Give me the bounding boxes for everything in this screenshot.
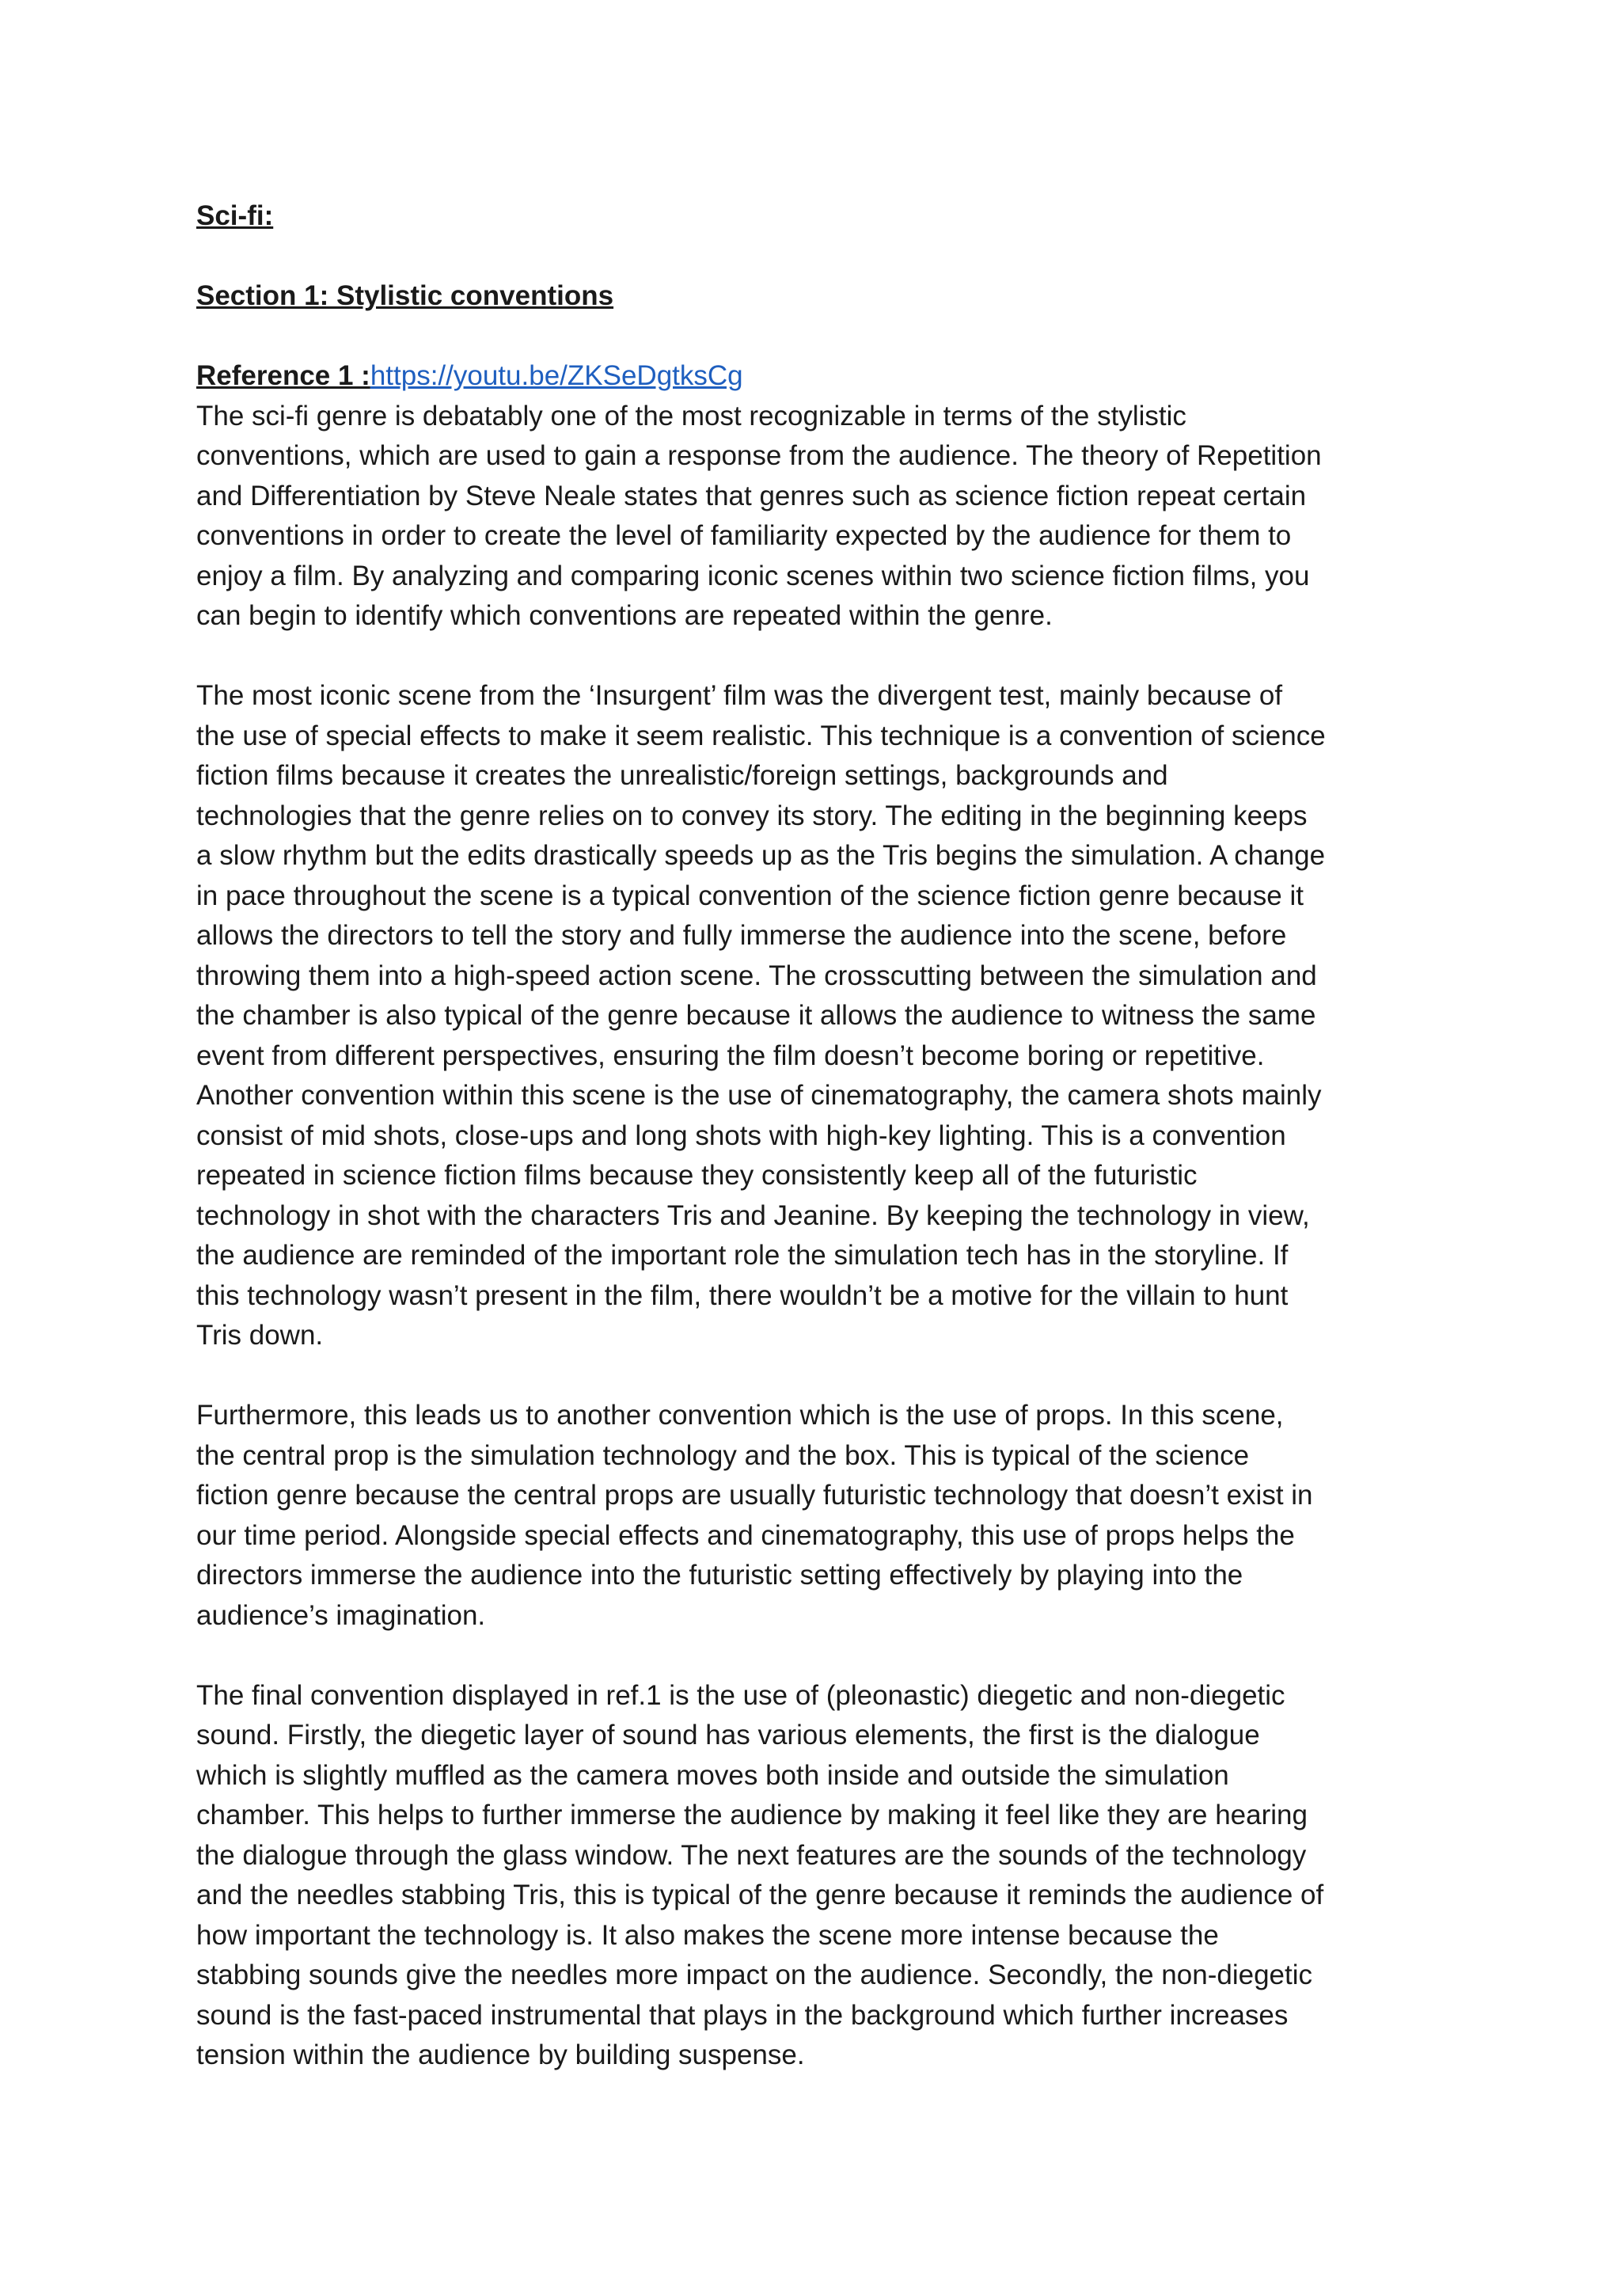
text-line: the use of special effects to make it seem realistic. This technique is a convention of science: [196, 720, 1326, 751]
text-line: consist of mid shots, close-ups and long shots with high-key lighting. This is a convention: [196, 1119, 1286, 1151]
spacer: [196, 317, 1441, 357]
text-line: audience’s imagination.: [196, 1599, 486, 1631]
text-line: this technology wasn’t present in the film, there wouldn’t be a motive for the villain to hunt: [196, 1279, 1289, 1311]
text-line: how important the technology is. It also makes the scene more intense because the: [196, 1919, 1219, 1951]
text-line: conventions, which are used to gain a response from the audience. The theory of Repetition: [196, 440, 1322, 471]
text-line: in pace throughout the scene is a typical convention of the science fiction genre because it: [196, 880, 1304, 911]
text-line: sound is the fast-paced instrumental that plays in the background which further increases: [196, 1999, 1289, 2031]
section-heading: Section 1: Stylistic conventions: [196, 280, 614, 311]
text-line: Furthermore, this leads us to another convention which is the use of props. In this scene,: [196, 1400, 1284, 1431]
text-line: the audience are reminded of the important role the simulation tech has in the storyline. If: [196, 1240, 1289, 1271]
paragraph-iconic-scene: [196, 676, 1441, 1356]
text-line: directors immerse the audience into the futuristic setting effectively by playing into the: [196, 1560, 1243, 1591]
text-line: a slow rhythm but the edits drastically speeds up as the Tris begins the simulation. A change: [196, 840, 1326, 871]
paragraph-sound: [196, 1676, 1441, 2076]
text-line: event from different perspectives, ensuring the film doesn’t become boring or repetitive.: [196, 1040, 1265, 1071]
text-line: throwing them into a high-speed action scene. The crosscutting between the simulation and: [196, 960, 1317, 991]
text-line: repeated in science fiction films because they consistently keep all of the futuristic: [196, 1160, 1198, 1191]
reference-label: Reference 1 :: [196, 360, 370, 391]
text-line: sound. Firstly, the diegetic layer of sound has various elements, the first is the dialogue: [196, 1720, 1260, 1751]
text-line: and the needles stabbing Tris, this is typical of the genre because it reminds the audience of: [196, 1880, 1324, 1910]
text-line: conventions in order to create the level of familiarity expected by the audience for them to: [196, 520, 1292, 551]
text-line: technologies that the genre relies on to convey its story. The editing in the beginning keeps: [196, 800, 1308, 831]
text-line: fiction films because it creates the unrealistic/foreign settings, backgrounds and: [196, 760, 1168, 791]
text-line: technology in shot with the characters Tris and Jeanine. By keeping the technology in view,: [196, 1199, 1310, 1231]
spacer: [196, 1356, 1441, 1397]
spacer: [196, 1636, 1441, 1676]
text-line: allows the directors to tell the story and fully immerse the audience into the scene, before: [196, 920, 1287, 951]
text-line: Tris down.: [196, 1320, 324, 1351]
text-line: fiction genre because the central props are usually futuristic technology that doesn’t exist in: [196, 1480, 1313, 1511]
document-title: Sci-fi:: [196, 200, 274, 231]
text-line: The most iconic scene from the ‘Insurgent’ film was the divergent test, mainly because of: [196, 680, 1283, 711]
spacer: [196, 237, 1441, 277]
text-line: Another convention within this scene is the use of cinematography, the camera shots mainly: [196, 1080, 1322, 1111]
text-line: which is slightly muffled as the camera moves both inside and outside the simulation: [196, 1759, 1229, 1791]
text-line: can begin to identify which conventions are repeated within the genre.: [196, 600, 1053, 631]
text-line: chamber. This helps to further immerse the audience by making it feel like they are hearing: [196, 1800, 1308, 1830]
text-line: the dialogue through the glass window. The next features are the sounds of the technology: [196, 1839, 1307, 1871]
paragraph-intro: [196, 397, 1441, 637]
reference-line: [196, 356, 1441, 397]
text-line: The final convention displayed in ref.1 is the use of (pleonastic) diegetic and non-diegetic: [196, 1679, 1285, 1711]
text-line: the central prop is the simulation technology and the box. This is typical of the science: [196, 1439, 1250, 1471]
text-line: our time period. Alongside special effects and cinematography, this use of props helps the: [196, 1519, 1295, 1551]
text-line: The sci-fi genre is debatably one of the most recognizable in terms of the stylistic: [196, 400, 1186, 431]
document-page: [196, 196, 1441, 2076]
paragraph-props: [196, 1396, 1441, 1636]
spacer: [196, 637, 1441, 677]
text-line: the chamber is also typical of the genre because it allows the audience to witness the same: [196, 1000, 1316, 1031]
reference-link[interactable]: https://youtu.be/ZKSeDgtksCg: [370, 360, 743, 391]
text-line: enjoy a film. By analyzing and comparing iconic scenes within two science fiction films, you: [196, 560, 1310, 591]
text-line: and Differentiation by Steve Neale states that genres such as science fiction repeat certain: [196, 480, 1307, 511]
text-line: stabbing sounds give the needles more impact on the audience. Secondly, the non-diegetic: [196, 1960, 1312, 1990]
text-line: tension within the audience by building suspense.: [196, 2039, 805, 2070]
